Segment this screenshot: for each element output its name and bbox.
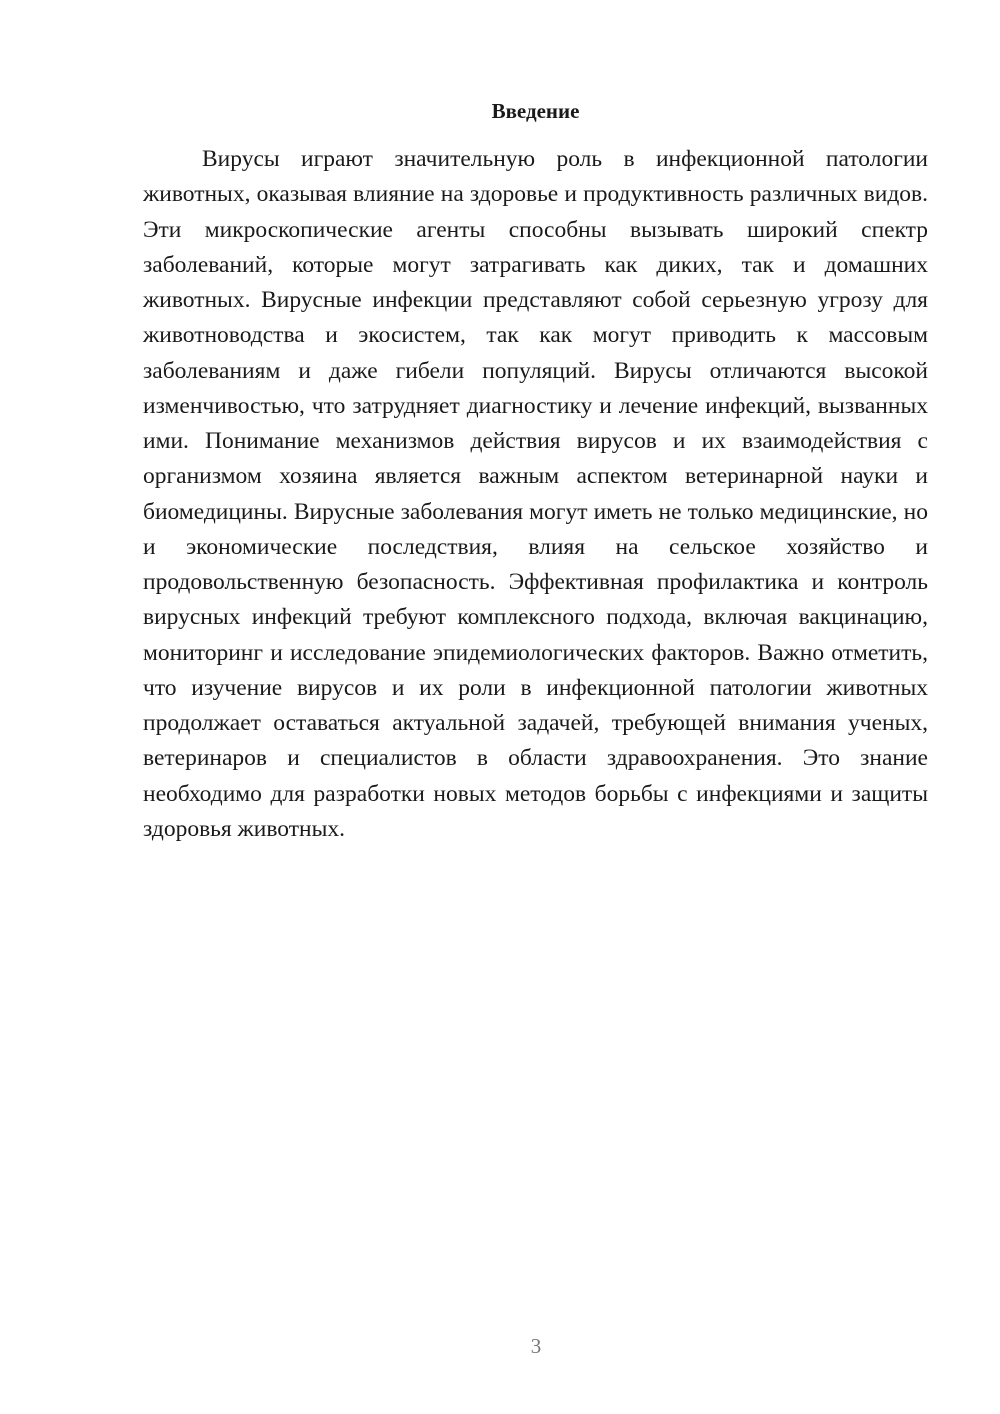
section-heading: Введение	[491, 99, 580, 123]
page-number: 3	[530, 1334, 542, 1358]
body-paragraph: Вирусы играют значительную роль в инфекционной патологии животных, оказывая влияние на здоровье и продуктивность различных видов. Эти микроскопические агенты способны вызывать широкий спектр заболеваний, которые могут затрагивать как диких, так и домашних животных. Вирусные инфекции представляют собой серьезную угрозу для животноводства и экосистем, так как могут приводить к массовым заболеваниям и даже гибели популяций. Вирусы отличаются высокой изменчивостью, что затрудняет диагностику и лечение инфекций, вызванных ими. Понимание механизмов действия вирусов и их взаимодействия с организмом хозяина является важным аспектом ветеринарной науки и биомедицины. Вирусные заболевания могут иметь не только медицинские, но и экономические последствия, влияя на сельское хозяйство и продовольственную безопасность. Эффективная профилактика и контроль вирусных инфекций требуют комплексного подхода, включая вакцинацию, мониторинг и исследование эпидемиологических факторов. Важно отметить, что изучение вирусов и их роли в инфекционной патологии животных продолжает оставаться актуальной задачей, требующей внимания ученых, ветеринаров и специалистов в области здравоохранения. Это знание необходимо для разработки новых методов борьбы с инфекциями и защиты здоровья животных.	[143, 146, 928, 842]
